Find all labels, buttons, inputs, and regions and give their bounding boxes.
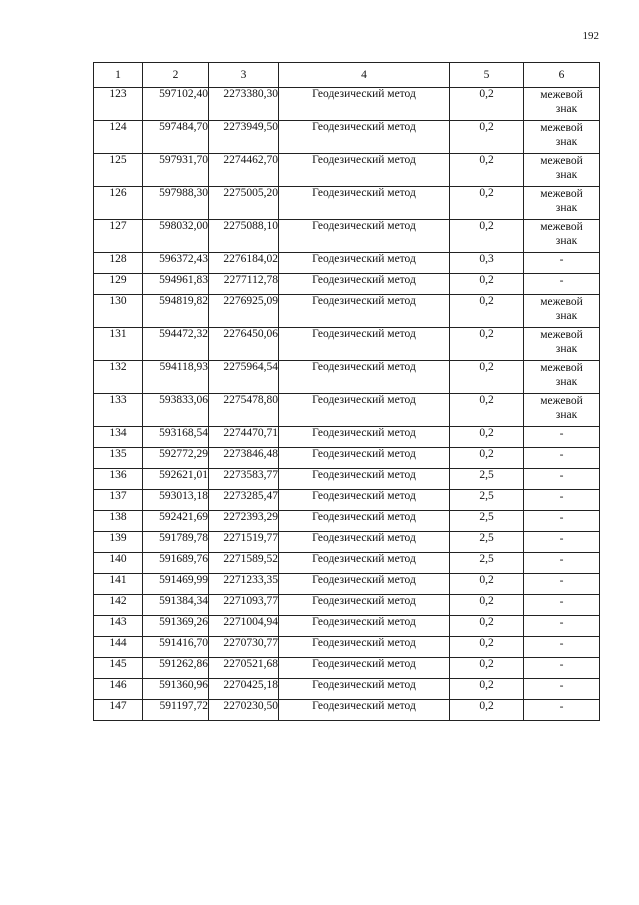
table-row [94, 679, 600, 700]
x-coordinate-cell: 593833,06 [143, 394, 209, 427]
method-cell: Геодезический метод [279, 490, 450, 511]
method-cell: Геодезический метод [279, 511, 450, 532]
table-row [94, 658, 600, 679]
x-coordinate-cell: 592421,69 [143, 511, 209, 532]
point-number-cell: 145 [94, 658, 143, 679]
mark-cell [524, 448, 600, 469]
x-coordinate-cell: 593013,18 [143, 490, 209, 511]
mark-text-line: знак [555, 169, 578, 181]
mark-text-line: знак [555, 409, 578, 421]
accuracy-cell: 0,2 [450, 616, 524, 637]
header-cell: 4 [279, 63, 450, 88]
mark-text-line: знак [555, 310, 578, 322]
point-number-cell: 123 [94, 88, 143, 121]
mark-cell [524, 295, 600, 328]
method-cell: Геодезический метод [279, 616, 450, 637]
table-row [94, 295, 600, 328]
mark-text-line: знак [555, 136, 578, 148]
x-coordinate-cell: 591416,70 [143, 637, 209, 658]
accuracy-cell: 0,2 [450, 679, 524, 700]
x-coordinate-cell: 597988,30 [143, 187, 209, 220]
y-coordinate-cell: 2270521,68 [209, 658, 279, 679]
accuracy-cell: 2,5 [450, 511, 524, 532]
accuracy-cell: 0,2 [450, 187, 524, 220]
accuracy-cell: 0,2 [450, 700, 524, 721]
header-cell: 1 [94, 63, 143, 88]
mark-cell [524, 700, 600, 721]
method-cell: Геодезический метод [279, 154, 450, 187]
mark-cell [524, 553, 600, 574]
mark-text-line: межевой [540, 155, 583, 167]
accuracy-cell: 0,2 [450, 220, 524, 253]
accuracy-cell: 2,5 [450, 553, 524, 574]
mark-cell [524, 490, 600, 511]
mark-cell [524, 88, 600, 121]
table-row [94, 427, 600, 448]
point-number-cell: 144 [94, 637, 143, 658]
mark-text-line: знак [555, 376, 578, 388]
x-coordinate-cell: 592621,01 [143, 469, 209, 490]
method-cell: Геодезический метод [279, 361, 450, 394]
table-row [94, 616, 600, 637]
mark-text-line: - [559, 617, 564, 629]
mark-cell [524, 361, 600, 394]
y-coordinate-cell: 2274470,71 [209, 427, 279, 448]
mark-text-line: знак [555, 202, 578, 214]
y-coordinate-cell: 2271004,94 [209, 616, 279, 637]
y-coordinate-cell: 2273583,77 [209, 469, 279, 490]
table-header-row [94, 63, 600, 88]
x-coordinate-cell: 594472,32 [143, 328, 209, 361]
method-cell: Геодезический метод [279, 679, 450, 700]
x-coordinate-cell: 597931,70 [143, 154, 209, 187]
accuracy-cell: 0,3 [450, 253, 524, 274]
y-coordinate-cell: 2271093,77 [209, 595, 279, 616]
point-number-cell: 147 [94, 700, 143, 721]
table-row [94, 574, 600, 595]
mark-text-line: - [559, 575, 564, 587]
mark-cell [524, 679, 600, 700]
point-number-cell: 131 [94, 328, 143, 361]
table-row [94, 361, 600, 394]
table-row [94, 637, 600, 658]
table-row [94, 253, 600, 274]
x-coordinate-cell: 597102,40 [143, 88, 209, 121]
point-number-cell: 142 [94, 595, 143, 616]
method-cell: Геодезический метод [279, 637, 450, 658]
point-number-cell: 136 [94, 469, 143, 490]
mark-text-line: - [559, 680, 564, 692]
method-cell: Геодезический метод [279, 532, 450, 553]
y-coordinate-cell: 2276925,09 [209, 295, 279, 328]
point-number-cell: 141 [94, 574, 143, 595]
mark-cell [524, 469, 600, 490]
point-number-cell: 130 [94, 295, 143, 328]
accuracy-cell: 0,2 [450, 637, 524, 658]
method-cell: Геодезический метод [279, 88, 450, 121]
table-row [94, 88, 600, 121]
x-coordinate-cell: 591384,34 [143, 595, 209, 616]
mark-cell [524, 220, 600, 253]
y-coordinate-cell: 2271589,52 [209, 553, 279, 574]
accuracy-cell: 0,2 [450, 574, 524, 595]
mark-text-line: знак [555, 343, 578, 355]
point-number-cell: 129 [94, 274, 143, 295]
accuracy-cell: 0,2 [450, 328, 524, 361]
y-coordinate-cell: 2271233,35 [209, 574, 279, 595]
x-coordinate-cell: 593168,54 [143, 427, 209, 448]
point-number-cell: 137 [94, 490, 143, 511]
accuracy-cell: 0,2 [450, 295, 524, 328]
table-row [94, 490, 600, 511]
method-cell: Геодезический метод [279, 394, 450, 427]
header-cell: 6 [524, 63, 600, 88]
point-number-cell: 125 [94, 154, 143, 187]
mark-text-line: - [559, 512, 564, 524]
mark-text-line: - [559, 701, 564, 713]
table-row [94, 448, 600, 469]
mark-cell [524, 274, 600, 295]
y-coordinate-cell: 2275005,20 [209, 187, 279, 220]
y-coordinate-cell: 2276184,02 [209, 253, 279, 274]
accuracy-cell: 0,2 [450, 448, 524, 469]
mark-cell [524, 253, 600, 274]
mark-text-line: - [559, 554, 564, 566]
point-number-cell: 127 [94, 220, 143, 253]
mark-text-line: знак [555, 103, 578, 115]
method-cell: Геодезический метод [279, 220, 450, 253]
accuracy-cell: 2,5 [450, 469, 524, 490]
mark-text-line: - [559, 659, 564, 671]
y-coordinate-cell: 2277112,78 [209, 274, 279, 295]
y-coordinate-cell: 2270425,18 [209, 679, 279, 700]
method-cell: Геодезический метод [279, 187, 450, 220]
y-coordinate-cell: 2276450,06 [209, 328, 279, 361]
table-row [94, 469, 600, 490]
method-cell: Геодезический метод [279, 469, 450, 490]
accuracy-cell: 0,2 [450, 274, 524, 295]
header-cell: 5 [450, 63, 524, 88]
table-row [94, 220, 600, 253]
x-coordinate-cell: 591197,72 [143, 700, 209, 721]
y-coordinate-cell: 2273846,48 [209, 448, 279, 469]
y-coordinate-cell: 2270730,77 [209, 637, 279, 658]
table-row [94, 595, 600, 616]
method-cell: Геодезический метод [279, 427, 450, 448]
y-coordinate-cell: 2273285,47 [209, 490, 279, 511]
point-number-cell: 134 [94, 427, 143, 448]
y-coordinate-cell: 2275964,54 [209, 361, 279, 394]
mark-text-line: - [559, 275, 564, 287]
y-coordinate-cell: 2272393,29 [209, 511, 279, 532]
table-row [94, 121, 600, 154]
mark-cell [524, 616, 600, 637]
mark-text-line: - [559, 638, 564, 650]
mark-text-line: - [559, 470, 564, 482]
accuracy-cell: 0,2 [450, 394, 524, 427]
page-number: 192 [582, 30, 599, 42]
point-number-cell: 132 [94, 361, 143, 394]
y-coordinate-cell: 2271519,77 [209, 532, 279, 553]
point-number-cell: 126 [94, 187, 143, 220]
mark-text-line: межевой [540, 188, 583, 200]
x-coordinate-cell: 591369,26 [143, 616, 209, 637]
x-coordinate-cell: 591469,99 [143, 574, 209, 595]
y-coordinate-cell: 2273380,30 [209, 88, 279, 121]
mark-text-line: - [559, 254, 564, 266]
mark-text-line: межевой [540, 89, 583, 101]
mark-cell [524, 595, 600, 616]
mark-text-line: знак [555, 235, 578, 247]
x-coordinate-cell: 591789,78 [143, 532, 209, 553]
method-cell: Геодезический метод [279, 448, 450, 469]
mark-cell [524, 328, 600, 361]
coordinates-table [93, 62, 600, 721]
mark-text-line: межевой [540, 122, 583, 134]
x-coordinate-cell: 591262,86 [143, 658, 209, 679]
method-cell: Геодезический метод [279, 700, 450, 721]
header-cell: 3 [209, 63, 279, 88]
accuracy-cell: 0,2 [450, 88, 524, 121]
method-cell: Геодезический метод [279, 121, 450, 154]
mark-cell [524, 121, 600, 154]
mark-cell [524, 511, 600, 532]
y-coordinate-cell: 2270230,50 [209, 700, 279, 721]
table-row [94, 553, 600, 574]
x-coordinate-cell: 598032,00 [143, 220, 209, 253]
table-row [94, 274, 600, 295]
point-number-cell: 128 [94, 253, 143, 274]
accuracy-cell: 0,2 [450, 154, 524, 187]
mark-cell [524, 154, 600, 187]
x-coordinate-cell: 592772,29 [143, 448, 209, 469]
table-row [94, 154, 600, 187]
mark-text-line: - [559, 491, 564, 503]
mark-cell [524, 574, 600, 595]
method-cell: Геодезический метод [279, 658, 450, 679]
point-number-cell: 135 [94, 448, 143, 469]
x-coordinate-cell: 594118,93 [143, 361, 209, 394]
table-row [94, 700, 600, 721]
method-cell: Геодезический метод [279, 328, 450, 361]
point-number-cell: 138 [94, 511, 143, 532]
y-coordinate-cell: 2274462,70 [209, 154, 279, 187]
mark-text-line: межевой [540, 221, 583, 233]
x-coordinate-cell: 591689,76 [143, 553, 209, 574]
x-coordinate-cell: 594961,83 [143, 274, 209, 295]
x-coordinate-cell: 596372,43 [143, 253, 209, 274]
point-number-cell: 133 [94, 394, 143, 427]
mark-text-line: межевой [540, 395, 583, 407]
accuracy-cell: 2,5 [450, 532, 524, 553]
mark-text-line: - [559, 533, 564, 545]
y-coordinate-cell: 2273949,50 [209, 121, 279, 154]
mark-cell [524, 637, 600, 658]
table-row [94, 394, 600, 427]
accuracy-cell: 0,2 [450, 658, 524, 679]
accuracy-cell: 0,2 [450, 427, 524, 448]
mark-cell [524, 394, 600, 427]
y-coordinate-cell: 2275478,80 [209, 394, 279, 427]
mark-cell [524, 658, 600, 679]
table-row [94, 187, 600, 220]
point-number-cell: 140 [94, 553, 143, 574]
method-cell: Геодезический метод [279, 295, 450, 328]
accuracy-cell: 2,5 [450, 490, 524, 511]
point-number-cell: 124 [94, 121, 143, 154]
mark-text-line: межевой [540, 329, 583, 341]
x-coordinate-cell: 597484,70 [143, 121, 209, 154]
mark-cell [524, 187, 600, 220]
mark-text-line: межевой [540, 362, 583, 374]
table-row [94, 328, 600, 361]
y-coordinate-cell: 2275088,10 [209, 220, 279, 253]
table-body [94, 88, 600, 721]
table-row [94, 532, 600, 553]
x-coordinate-cell: 591360,96 [143, 679, 209, 700]
method-cell: Геодезический метод [279, 574, 450, 595]
mark-text-line: межевой [540, 296, 583, 308]
point-number-cell: 139 [94, 532, 143, 553]
method-cell: Геодезический метод [279, 595, 450, 616]
header-cell: 2 [143, 63, 209, 88]
point-number-cell: 146 [94, 679, 143, 700]
method-cell: Геодезический метод [279, 253, 450, 274]
accuracy-cell: 0,2 [450, 595, 524, 616]
mark-text-line: - [559, 596, 564, 608]
method-cell: Геодезический метод [279, 553, 450, 574]
point-number-cell: 143 [94, 616, 143, 637]
mark-cell [524, 427, 600, 448]
accuracy-cell: 0,2 [450, 361, 524, 394]
method-cell: Геодезический метод [279, 274, 450, 295]
mark-text-line: - [559, 449, 564, 461]
mark-text-line: - [559, 428, 564, 440]
accuracy-cell: 0,2 [450, 121, 524, 154]
table-row [94, 511, 600, 532]
mark-cell [524, 532, 600, 553]
x-coordinate-cell: 594819,82 [143, 295, 209, 328]
